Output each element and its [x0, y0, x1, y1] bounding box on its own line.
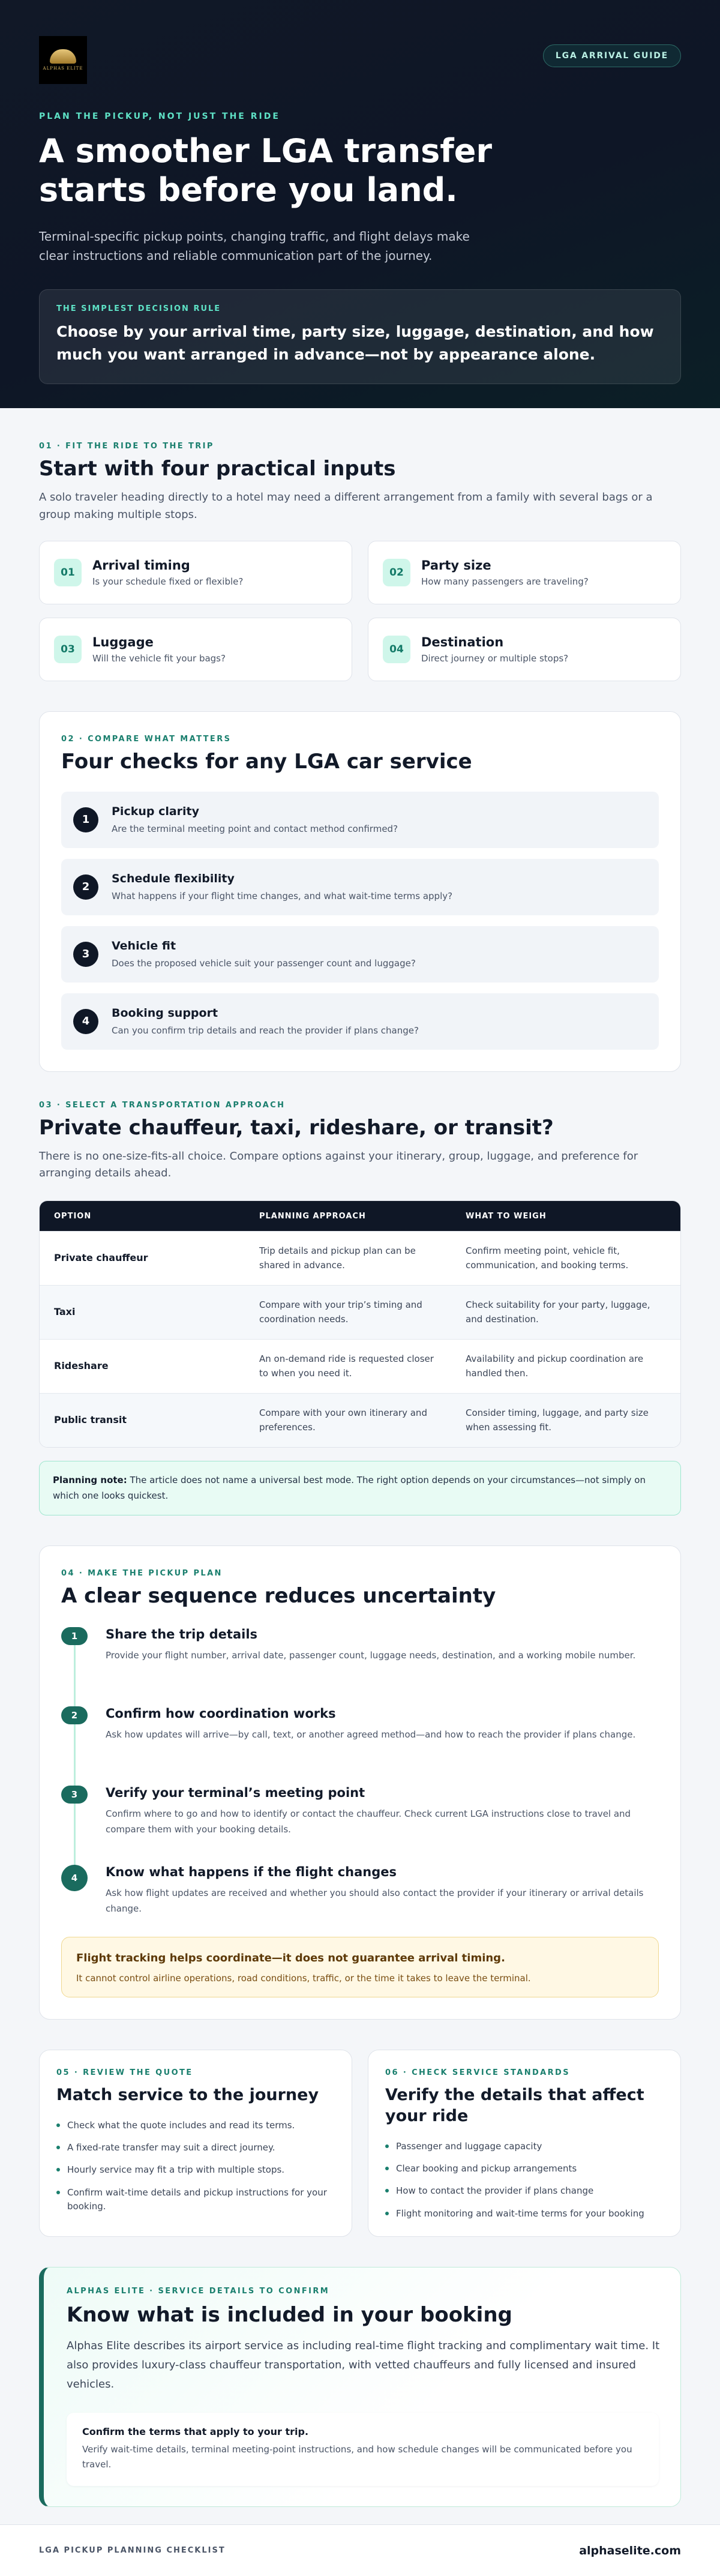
- step-number: 2: [61, 1706, 88, 1724]
- step-title: Share the trip details: [106, 1627, 258, 1642]
- table-row: [40, 1285, 680, 1339]
- check-number: 2: [73, 874, 98, 900]
- list-item: Clear booking and pickup arrangements: [385, 2162, 664, 2176]
- check-item-vehicle-fit: [61, 926, 659, 983]
- step-connector: [74, 1724, 76, 1786]
- footer: [0, 2524, 720, 2576]
- step-description: Confirm where to go and how to identify or contact the chauffeur. Check current LGA instructions close to travel and compare them with your booking details.: [106, 1808, 631, 1835]
- table-cell-option: Rideshare: [54, 1360, 109, 1372]
- hero-subtitle: Terminal-specific pickup points, changing traffic, and flight delays make clear instructions and reliable communication part of the journey.: [39, 229, 470, 263]
- table-cell-weigh: Consider timing, luggage, and party size when assessing fit.: [466, 1407, 649, 1433]
- confirm-title: Confirm the terms that apply to your trip.: [82, 2425, 309, 2437]
- check-number: 3: [73, 942, 98, 967]
- decision-rule-text: Choose by your arrival time, party size, luggage, destination, and how much you want arranged in advance—not by appearance alone.: [56, 322, 654, 364]
- hero-eyebrow: PLAN THE PICKUP, NOT JUST THE RIDE: [39, 112, 280, 121]
- hero: [0, 0, 720, 408]
- step-description: Provide your flight number, arrival date, passenger count, luggage needs, destination, and a working mobile number.: [106, 1649, 636, 1661]
- step-number: 3: [61, 1786, 88, 1804]
- planning-note-label: Planning note:: [53, 1475, 127, 1486]
- review-quote-card: [39, 2050, 352, 2237]
- column-header-option: OPTION: [54, 1211, 92, 1221]
- check-description: Does the proposed vehicle suit your passenger count and luggage?: [112, 958, 416, 969]
- step-description: Ask how flight updates are received and whether you should also contact the provider if your itinerary or arrival details change.: [106, 1887, 644, 1914]
- inputs-eyebrow: 01 · FIT THE RIDE TO THE TRIP: [39, 442, 214, 451]
- column-header-what-to-weigh: WHAT TO WEIGH: [466, 1211, 547, 1221]
- table-row: [40, 1231, 680, 1285]
- input-title: Arrival timing: [92, 558, 190, 573]
- check-description: Are the terminal meeting point and contact method confirmed?: [112, 823, 398, 835]
- table-cell-option: Private chauffeur: [54, 1252, 148, 1264]
- flight-tracking-warning: [61, 1937, 659, 1997]
- review-eyebrow: 05 · REVIEW THE QUOTE: [56, 2068, 193, 2077]
- input-description: Direct journey or multiple stops?: [421, 652, 569, 664]
- approach-intro: There is no one-size-fits-all choice. Compare options against your itinerary, group, luggage, and preference for arranging details ahead.: [39, 1149, 638, 1180]
- list-item: A fixed-rate transfer may suit a direct journey.: [56, 2141, 335, 2155]
- check-description: Can you confirm trip details and reach the provider if plans change?: [112, 1025, 419, 1037]
- column-header-planning-approach: PLANNING APPROACH: [259, 1211, 366, 1221]
- check-title: Schedule flexibility: [112, 872, 235, 886]
- list-item: Confirm wait-time details and pickup instructions for your booking.: [56, 2186, 335, 2214]
- input-title: Destination: [421, 634, 504, 649]
- approach-title: Private chauffeur, taxi, rideshare, or transit?: [39, 1115, 554, 1140]
- comparison-table: [39, 1200, 681, 1448]
- inputs-title: Start with four practical inputs: [39, 457, 396, 481]
- list-item: Check what the quote includes and read its terms.: [56, 2119, 335, 2132]
- included-title: Know what is included in your booking: [67, 2302, 512, 2327]
- inputs-intro: A solo traveler heading directly to a hotel may need a different arrangement from a family with several bags or a group making multiple stops.: [39, 491, 653, 521]
- brand-logo[interactable]: [39, 36, 87, 84]
- standards-eyebrow: 06 · CHECK SERVICE STANDARDS: [385, 2068, 570, 2077]
- check-item-booking-support: [61, 993, 659, 1050]
- input-number-badge: 04: [383, 636, 410, 663]
- decision-rule-eyebrow: THE SIMPLEST DECISION RULE: [56, 304, 221, 313]
- step-number: 4: [61, 1865, 88, 1891]
- included-text: Alphas Elite describes its airport service as including real-time flight tracking and complimentary wait time. It also provides luxury-class chauffeur transportation, with vetted chauffeurs and fully licensed and insured vehicles.: [67, 2339, 660, 2391]
- list-item: Flight monitoring and wait-time terms for your booking: [385, 2207, 664, 2221]
- warning-title: Flight tracking helps coordinate—it does not guarantee arrival timing.: [76, 1951, 505, 1964]
- plan-card: [39, 1545, 681, 2020]
- decision-rule-card: [39, 289, 681, 385]
- inputs-grid: [39, 541, 681, 681]
- plan-step: [61, 1706, 659, 1786]
- checks-eyebrow: 02 · COMPARE WHAT MATTERS: [61, 734, 232, 744]
- input-title: Luggage: [92, 634, 154, 649]
- check-title: Booking support: [112, 1007, 218, 1020]
- planning-note-text: The article does not name a universal best mode. The right option depends on your circumstances—not simply on which one looks quickest.: [53, 1475, 646, 1502]
- plan-eyebrow: 04 · MAKE THE PICKUP PLAN: [61, 1568, 223, 1578]
- check-number: 4: [73, 1009, 98, 1034]
- list-item: How to contact the provider if plans change: [385, 2184, 664, 2198]
- logo-emblem-icon: [50, 49, 76, 64]
- plan-steps: [61, 1627, 659, 1925]
- step-title: Confirm how coordination works: [106, 1706, 336, 1721]
- check-number: 1: [73, 807, 98, 832]
- checks-list: [61, 792, 659, 1050]
- input-card-arrival-timing: [39, 541, 352, 604]
- input-description: Will the vehicle fit your bags?: [92, 652, 226, 664]
- inputs-section: [0, 408, 720, 681]
- review-list: [56, 2119, 335, 2213]
- confirm-terms-box: [67, 2413, 659, 2486]
- page-title: A smoother LGA transfer starts before you land.: [39, 132, 493, 209]
- input-description: How many passengers are traveling?: [421, 576, 589, 587]
- check-title: Pickup clarity: [112, 805, 200, 819]
- plan-section: [0, 1545, 720, 2020]
- standards-list: [385, 2140, 664, 2221]
- input-card-luggage: [39, 618, 352, 681]
- table-cell-weigh: Check suitability for your party, luggage, and destination.: [466, 1299, 650, 1325]
- table-row: [40, 1339, 680, 1393]
- planning-note: [39, 1461, 681, 1515]
- confirm-text: Verify wait-time details, terminal meeting-point instructions, and how schedule changes will be communicated before you travel.: [82, 2443, 632, 2470]
- guide-badge: LGA ARRIVAL GUIDE: [543, 44, 681, 67]
- table-cell-weigh: Confirm meeting point, vehicle fit, communication, and booking terms.: [466, 1245, 629, 1271]
- step-title: Verify your terminal’s meeting point: [106, 1785, 365, 1800]
- input-card-party-size: [368, 541, 681, 604]
- included-eyebrow: ALPHAS ELITE · SERVICE DETAILS TO CONFIRM: [67, 2286, 330, 2296]
- review-title: Match service to the journey: [56, 2085, 319, 2104]
- input-number-badge: 01: [54, 559, 82, 586]
- warning-text: It cannot control airline operations, road conditions, traffic, or the time it takes to leave the terminal.: [76, 1972, 531, 1984]
- list-item: Hourly service may fit a trip with multiple stops.: [56, 2163, 335, 2177]
- table-cell-approach: Compare with your trip’s timing and coordination needs.: [259, 1299, 422, 1325]
- checks-title: Four checks for any LGA car service: [61, 749, 472, 774]
- included-section: [0, 2267, 720, 2507]
- plan-step: [61, 1627, 659, 1706]
- approach-section: [0, 1101, 720, 1515]
- table-cell-option: Public transit: [54, 1414, 127, 1426]
- footer-site-link[interactable]: alphaselite.com: [579, 2544, 681, 2557]
- check-item-schedule-flexibility: [61, 859, 659, 915]
- checks-card: [39, 711, 681, 1072]
- review-and-standards: [0, 2050, 720, 2237]
- step-title: Know what happens if the flight changes: [106, 1864, 397, 1879]
- hero-top-bar: [39, 36, 681, 84]
- checks-section: [0, 711, 720, 1072]
- step-connector: [74, 1804, 76, 1865]
- input-card-destination: [368, 618, 681, 681]
- plan-step: [61, 1865, 659, 1925]
- included-card: [39, 2267, 681, 2507]
- check-title: Vehicle fit: [112, 939, 176, 953]
- table-cell-approach: An on-demand ride is requested closer to when you need it.: [259, 1353, 434, 1379]
- check-item-pickup-clarity: [61, 792, 659, 848]
- list-item: Passenger and luggage capacity: [385, 2140, 664, 2153]
- standards-title: Verify the details that affect your ride: [385, 2085, 644, 2125]
- table-cell-approach: Compare with your own itinerary and preferences.: [259, 1407, 427, 1433]
- input-number-badge: 03: [54, 636, 82, 663]
- step-number: 1: [61, 1627, 88, 1645]
- input-description: Is your schedule fixed or flexible?: [92, 576, 244, 587]
- step-connector: [74, 1645, 76, 1706]
- approach-eyebrow: 03 · SELECT A TRANSPORTATION APPROACH: [39, 1100, 286, 1110]
- step-description: Ask how updates will arrive—by call, text, or another agreed method—and how to reach the provider if plans change.: [106, 1729, 636, 1740]
- plan-step: [61, 1786, 659, 1865]
- table-cell-approach: Trip details and pickup plan can be shared in advance.: [259, 1245, 416, 1271]
- plan-title: A clear sequence reduces uncertainty: [61, 1583, 496, 1608]
- table-cell-weigh: Availability and pickup coordination are handled then.: [466, 1353, 644, 1379]
- input-number-badge: 02: [383, 559, 410, 586]
- input-title: Party size: [421, 558, 491, 573]
- table-cell-option: Taxi: [54, 1306, 76, 1318]
- logo-text: ALPHAS ELITE: [43, 66, 83, 71]
- service-standards-card: [368, 2050, 681, 2237]
- table-row: [40, 1393, 680, 1447]
- table-header: [40, 1201, 680, 1231]
- footer-label: LGA PICKUP PLANNING CHECKLIST: [39, 2546, 226, 2555]
- check-description: What happens if your flight time changes, and what wait-time terms apply?: [112, 891, 453, 902]
